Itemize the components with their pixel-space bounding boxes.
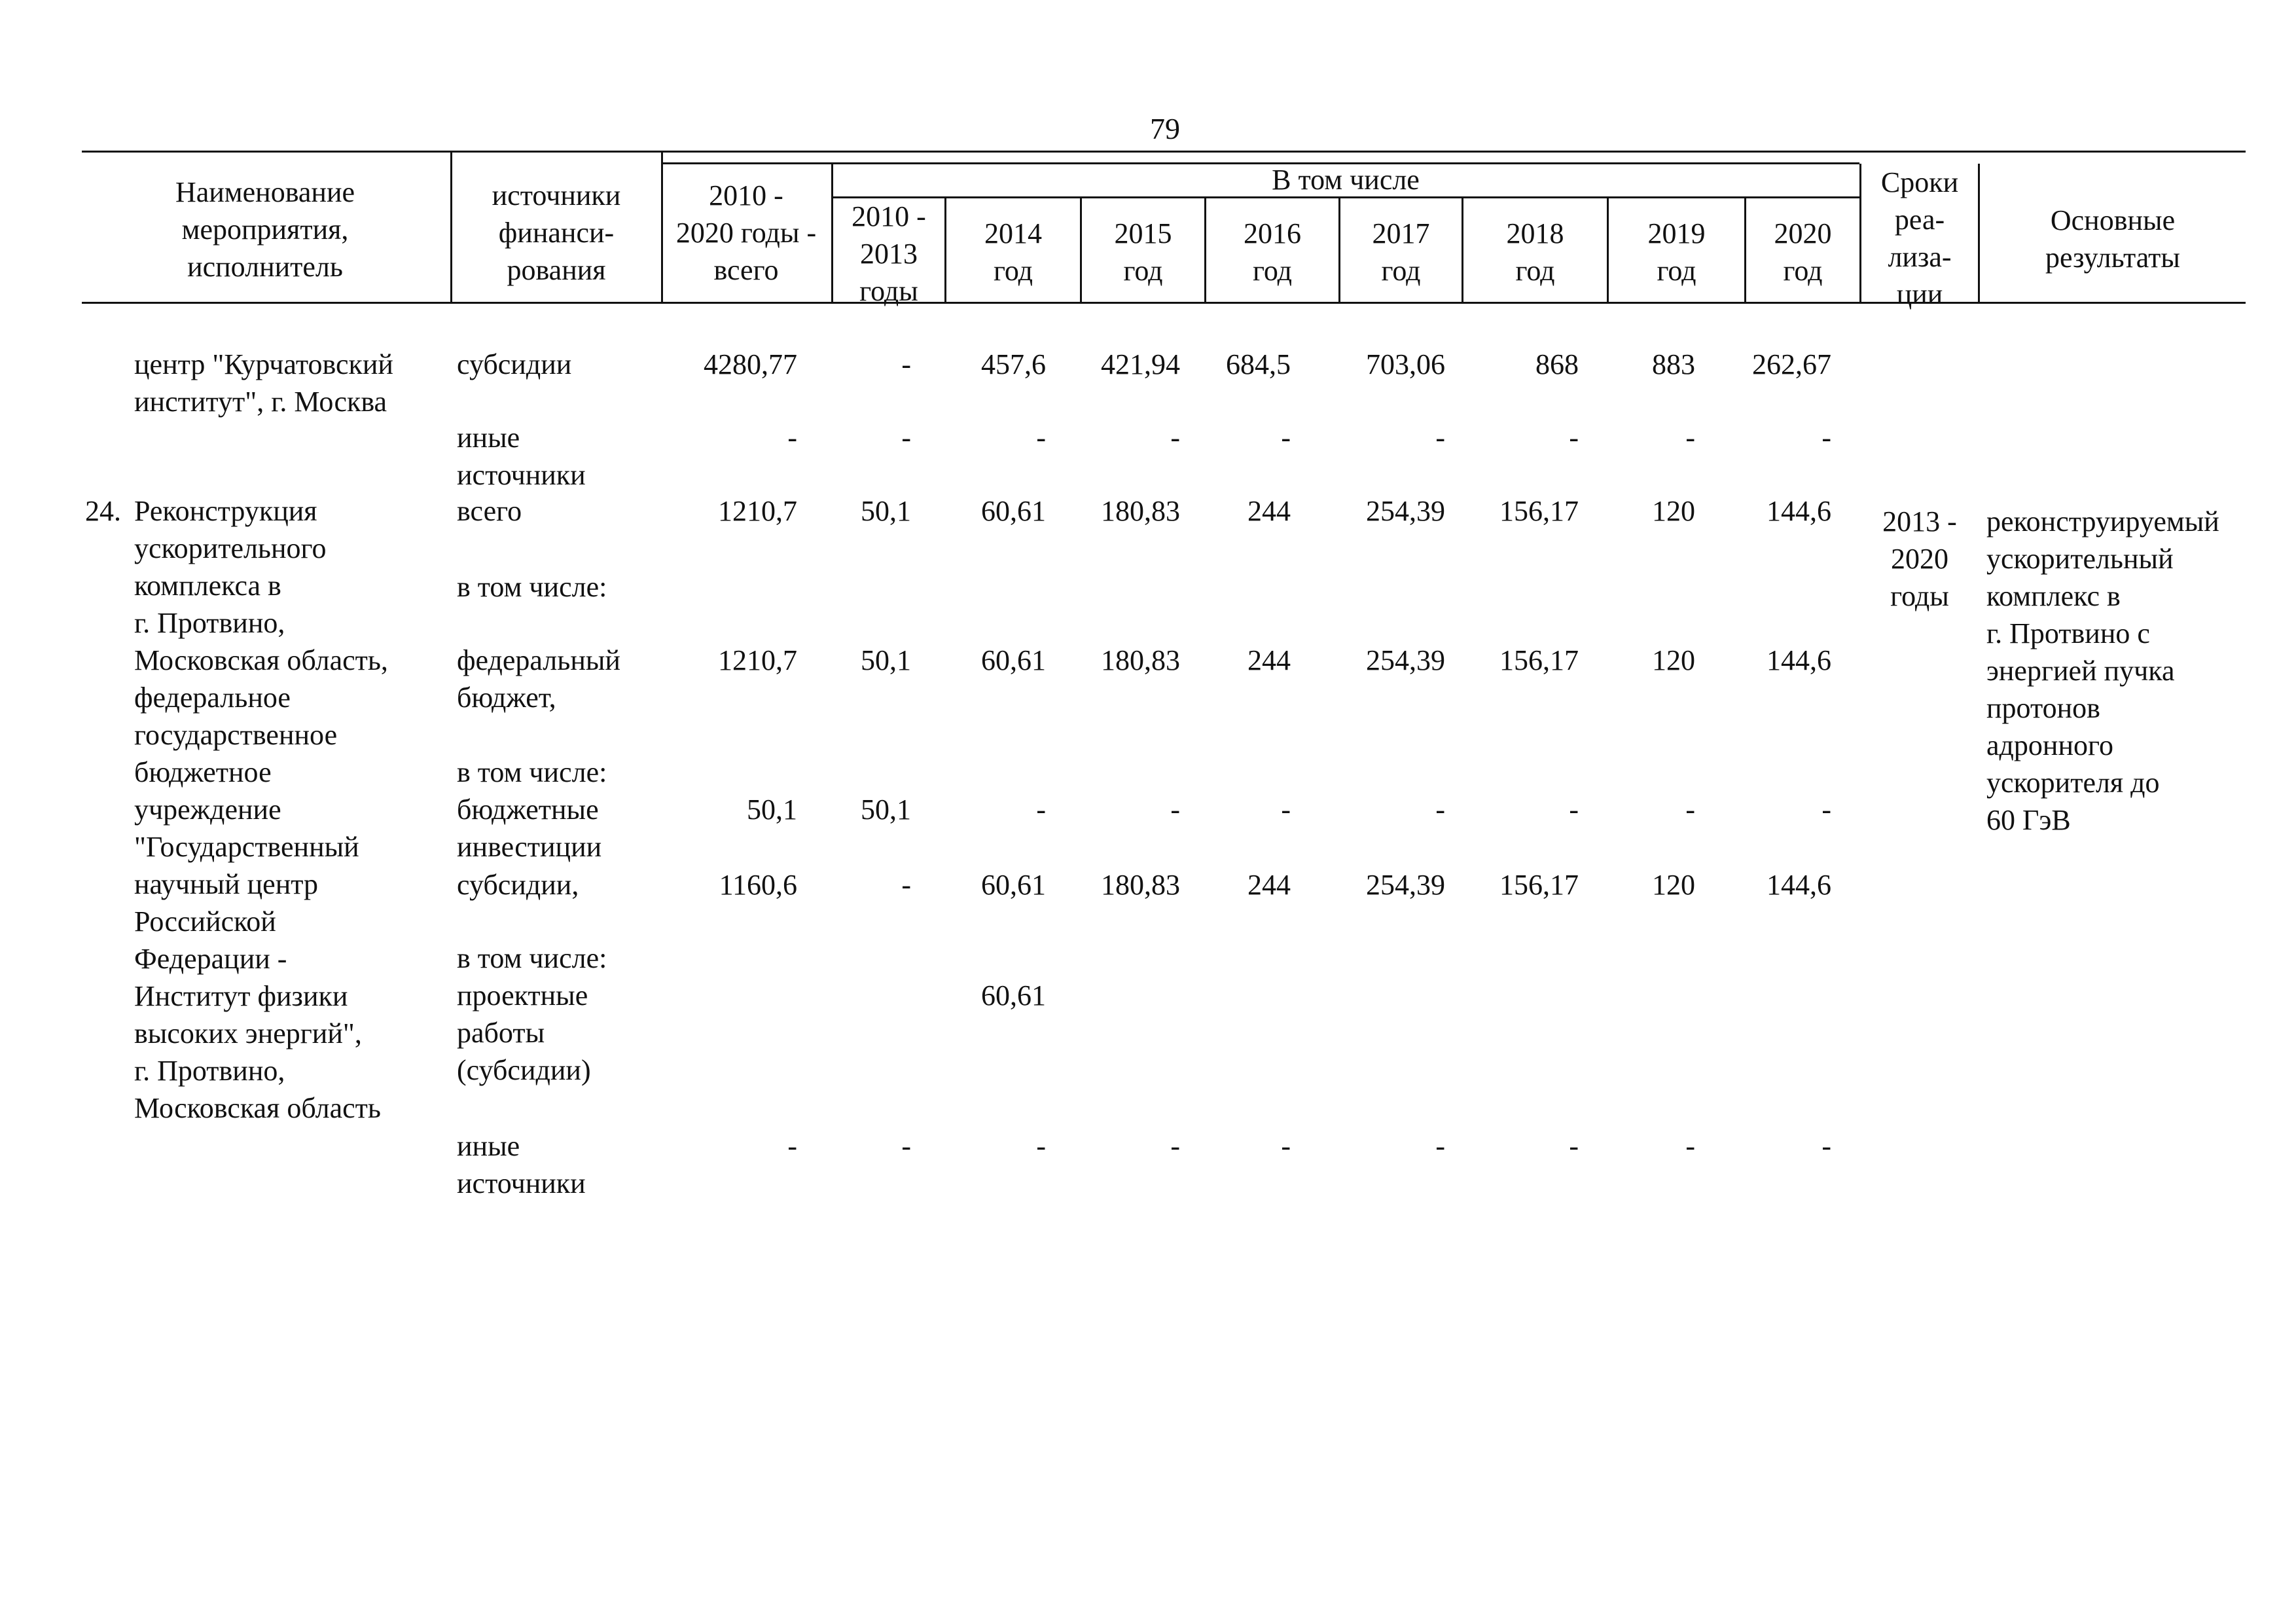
item-name: Реконструкция ускорительного комплекса в г. Протвино, Московская область, федеральное государственное бюджетное учреждение "Государственный научный центр Российской Федерации - Институт физики высоких энергий", г. Протвино, Московская область: [134, 495, 388, 1124]
header-name: Наименование мероприятия, исполнитель: [175, 176, 355, 283]
value-cell: -: [901, 348, 911, 380]
item-number: 24.: [85, 495, 121, 527]
header-2015: 2015 год: [1114, 217, 1172, 287]
value-cell: 244: [1247, 644, 1291, 676]
financing-source: федеральный бюджет,: [457, 644, 620, 714]
value-cell: 180,83: [1101, 869, 1180, 901]
value-cell: 60,61: [981, 495, 1046, 527]
value-cell: -: [1036, 422, 1046, 454]
value-cell: 144,6: [1767, 495, 1831, 527]
value-cell: -: [1821, 1130, 1831, 1162]
value-cell: 457,6: [981, 348, 1046, 380]
value-cell: -: [1435, 793, 1445, 826]
value-cell: -: [1685, 422, 1695, 454]
item-terms: 2013 - 2020 годы: [1882, 505, 1957, 612]
header-top-rule: [82, 151, 2246, 153]
value-cell: 254,39: [1366, 644, 1445, 676]
value-cell: 421,94: [1101, 348, 1180, 380]
value-cell: 180,83: [1101, 495, 1180, 527]
header-2016: 2016 год: [1244, 217, 1301, 287]
value-cell: 156,17: [1499, 644, 1579, 676]
value-cell: 120: [1652, 869, 1695, 901]
item-result: реконструируемый ускорительный комплекс в г. Протвино с энергией пучка протонов адронного ускорителя до 60 ГэВ: [1986, 505, 2219, 836]
value-cell: 156,17: [1499, 495, 1579, 527]
header-total: 2010 - 2020 годы - всего: [675, 179, 817, 286]
value-cell: 120: [1652, 644, 1695, 676]
financing-source: иные источники: [457, 422, 586, 491]
page-number: 79: [1150, 112, 1180, 145]
value-cell: 868: [1535, 348, 1579, 380]
value-cell: -: [1281, 422, 1291, 454]
value-cell: 703,06: [1366, 348, 1445, 380]
value-cell: 684,5: [1226, 348, 1291, 380]
value-cell: 1210,7: [718, 495, 797, 527]
col-divider: [450, 152, 452, 302]
financing-source: всего: [457, 495, 522, 527]
value-cell: -: [1685, 1130, 1695, 1162]
value-cell: 50,1: [861, 644, 911, 676]
value-cell: 120: [1652, 495, 1695, 527]
value-cell: -: [1281, 1130, 1291, 1162]
value-cell: 144,6: [1767, 644, 1831, 676]
value-cell: -: [1281, 793, 1291, 826]
value-cell: 1210,7: [718, 644, 797, 676]
value-cell: -: [1821, 793, 1831, 826]
header-2010-2013: 2010 - 2013 годы: [852, 200, 926, 307]
value-cell: 180,83: [1101, 644, 1180, 676]
header-2019: 2019 год: [1647, 217, 1706, 287]
financing-source: проектные работы (субсидии): [457, 979, 591, 1086]
value-cell: 50,1: [861, 495, 911, 527]
financing-source: в том числе:: [457, 571, 607, 603]
financing-source: в том числе:: [457, 756, 607, 788]
value-cell: 883: [1652, 348, 1695, 380]
value-cell: 50,1: [747, 793, 797, 826]
financing-source: иные источники: [457, 1130, 586, 1199]
value-cell: 50,1: [861, 793, 911, 826]
financing-source: субсидии,: [457, 869, 579, 901]
header-sources: источники финанси- рования: [492, 179, 621, 286]
header-2018: 2018 год: [1506, 217, 1564, 287]
header-2014: 2014 год: [984, 217, 1042, 287]
header-results: Основные результаты: [2045, 204, 2180, 274]
value-cell: -: [901, 422, 911, 454]
value-cell: -: [1569, 422, 1579, 454]
value-cell: -: [1170, 793, 1180, 826]
value-cell: 60,61: [981, 979, 1046, 1012]
financing-source: в том числе:: [457, 942, 607, 974]
value-cell: -: [901, 1130, 911, 1162]
value-cell: 156,17: [1499, 869, 1579, 901]
value-cell: 244: [1247, 869, 1291, 901]
header-group: В том числе: [1272, 164, 1420, 196]
header-2020: 2020 год: [1774, 217, 1832, 287]
value-cell: -: [1821, 422, 1831, 454]
value-cell: -: [1036, 793, 1046, 826]
value-cell: 60,61: [981, 869, 1046, 901]
value-cell: -: [1569, 793, 1579, 826]
value-cell: -: [1569, 1130, 1579, 1162]
value-cell: 1160,6: [719, 869, 797, 901]
value-cell: 4280,77: [704, 348, 797, 380]
continuation-name: центр "Курчатовский институт", г. Москва: [134, 348, 393, 418]
value-cell: 244: [1247, 495, 1291, 527]
value-cell: -: [1685, 793, 1695, 826]
value-cell: -: [1170, 1130, 1180, 1162]
value-cell: 254,39: [1366, 495, 1445, 527]
value-cell: -: [787, 1130, 797, 1162]
value-cell: 262,67: [1752, 348, 1831, 380]
financing-source: субсидии: [457, 348, 572, 380]
financing-source: бюджетные инвестиции: [457, 793, 602, 863]
value-cell: -: [1036, 1130, 1046, 1162]
value-cell: -: [1435, 422, 1445, 454]
header-terms: Сроки реа- лиза- ции: [1880, 166, 1959, 310]
header-2017: 2017 год: [1372, 217, 1430, 287]
value-cell: 144,6: [1767, 869, 1831, 901]
value-cell: 60,61: [981, 644, 1046, 676]
value-cell: 254,39: [1366, 869, 1445, 901]
value-cell: -: [1170, 422, 1180, 454]
value-cell: -: [1435, 1130, 1445, 1162]
value-cell: -: [901, 869, 911, 901]
value-cell: -: [787, 422, 797, 454]
